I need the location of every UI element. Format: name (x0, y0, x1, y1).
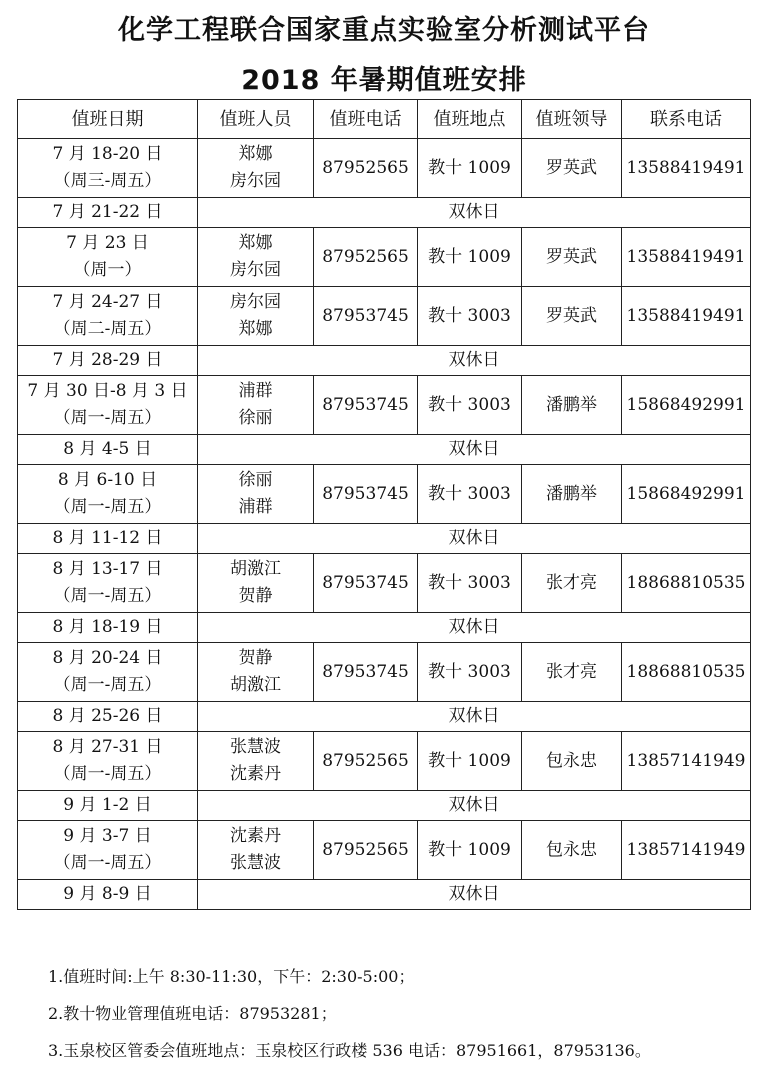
person-name: 贺静 (238, 648, 273, 668)
note-duty-hours: 1.值班时间:上午 8:30-11:30，下午：2:30-5:00； (48, 967, 415, 986)
contact-phone-cell: 18868810535 (622, 643, 751, 702)
person-name: 沈素丹 (230, 764, 281, 784)
persons-cell (198, 554, 314, 613)
table-row (18, 554, 751, 613)
date-cell (18, 702, 198, 732)
date-cell (18, 139, 198, 198)
weekday-text: （周二-周五） (53, 319, 162, 339)
rest-row (18, 435, 751, 465)
rest-row (18, 198, 751, 228)
rest-row (18, 346, 751, 376)
weekday-text: （周一-周五） (53, 586, 162, 606)
contact-phone-cell: 15868492991 (622, 465, 751, 524)
contact-phone-cell: 18868810535 (622, 554, 751, 613)
rest-label-cell: 双休日 (198, 791, 751, 821)
date-cell (18, 524, 198, 554)
person-name: 浦群 (238, 381, 273, 401)
date-text: 8 月 11-12 日 (52, 528, 163, 548)
location-cell: 教十 3003 (418, 643, 522, 702)
rest-row (18, 880, 751, 910)
duty-phone-cell: 87953745 (314, 376, 418, 435)
person-name: 郑娜 (238, 144, 273, 164)
rest-label-cell: 双休日 (198, 198, 751, 228)
leader-cell: 潘鹏举 (522, 376, 622, 435)
rest-label-cell: 双休日 (198, 435, 751, 465)
person-name: 贺静 (238, 586, 273, 606)
table-row (18, 821, 751, 880)
date-cell (18, 376, 198, 435)
rest-row (18, 613, 751, 643)
date-text: 8 月 6-10 日 (57, 470, 158, 490)
person-name: 房尔园 (230, 171, 281, 191)
leader-cell: 罗英武 (522, 139, 622, 198)
location-cell: 教十 3003 (418, 554, 522, 613)
leader-cell: 罗英武 (522, 287, 622, 346)
header-contact-phone: 联系电话 (622, 100, 751, 139)
weekday-text: （周一-周五） (53, 853, 162, 873)
rest-label-cell: 双休日 (198, 880, 751, 910)
date-text: 9 月 3-7 日 (63, 826, 152, 846)
rest-row (18, 524, 751, 554)
date-cell (18, 643, 198, 702)
location-cell: 教十 1009 (418, 732, 522, 791)
header-date: 值班日期 (18, 100, 198, 139)
date-cell (18, 880, 198, 910)
duty-phone-cell: 87952565 (314, 732, 418, 791)
persons-cell (198, 228, 314, 287)
header-row (18, 100, 751, 139)
table-row (18, 643, 751, 702)
location-cell: 教十 3003 (418, 465, 522, 524)
rest-label-cell: 双休日 (198, 346, 751, 376)
weekday-text: （周一-周五） (53, 764, 162, 784)
rest-label-cell: 双休日 (198, 702, 751, 732)
table-row (18, 228, 751, 287)
header-leader: 值班领导 (522, 100, 622, 139)
date-text: 8 月 4-5 日 (63, 439, 152, 459)
duty-phone-cell: 87952565 (314, 821, 418, 880)
document-subtitle: 2018 年暑期值班安排 (241, 65, 527, 96)
date-text: 7 月 18-20 日 (52, 144, 163, 164)
date-cell (18, 465, 198, 524)
date-text: 7 月 24-27 日 (52, 292, 163, 312)
location-cell: 教十 1009 (418, 228, 522, 287)
duty-phone-cell: 87953745 (314, 465, 418, 524)
date-text: 8 月 20-24 日 (52, 648, 163, 668)
person-name: 胡激江 (230, 675, 281, 695)
leader-cell: 包永忠 (522, 821, 622, 880)
rest-label-cell: 双休日 (198, 613, 751, 643)
date-cell (18, 821, 198, 880)
header-location: 值班地点 (418, 100, 522, 139)
location-cell: 教十 1009 (418, 139, 522, 198)
date-cell (18, 198, 198, 228)
leader-cell: 罗英武 (522, 228, 622, 287)
person-name: 张慧波 (230, 853, 281, 873)
date-text: 8 月 13-17 日 (52, 559, 163, 579)
leader-cell: 张才亮 (522, 554, 622, 613)
table-body (18, 139, 751, 910)
date-cell (18, 732, 198, 791)
leader-cell: 包永忠 (522, 732, 622, 791)
duty-phone-cell: 87952565 (314, 139, 418, 198)
table-row (18, 376, 751, 435)
weekday-text: （周一-周五） (53, 408, 162, 428)
person-name: 房尔园 (230, 260, 281, 280)
leader-cell: 潘鹏举 (522, 465, 622, 524)
location-cell: 教十 3003 (418, 287, 522, 346)
duty-phone-cell: 87952565 (314, 228, 418, 287)
duty-phone-cell: 87953745 (314, 287, 418, 346)
duty-schedule-table (17, 99, 751, 910)
date-text: 8 月 18-19 日 (52, 617, 163, 637)
table-row (18, 732, 751, 791)
date-text: 8 月 27-31 日 (52, 737, 163, 757)
persons-cell (198, 465, 314, 524)
rest-label-cell: 双休日 (198, 524, 751, 554)
contact-phone-cell: 13588419491 (622, 287, 751, 346)
person-name: 沈素丹 (230, 826, 281, 846)
persons-cell (198, 732, 314, 791)
person-name: 郑娜 (238, 319, 273, 339)
note-yuquan-campus: 3.玉泉校区管委会值班地点：玉泉校区行政楼 536 电话：87951661，87953136。 (48, 1041, 651, 1060)
contact-phone-cell: 13588419491 (622, 139, 751, 198)
location-cell: 教十 3003 (418, 376, 522, 435)
date-text: 9 月 8-9 日 (63, 884, 152, 904)
person-name: 张慧波 (230, 737, 281, 757)
location-cell: 教十 1009 (418, 821, 522, 880)
date-text: 7 月 21-22 日 (52, 202, 163, 222)
leader-cell: 张才亮 (522, 643, 622, 702)
persons-cell (198, 643, 314, 702)
weekday-text: （周三-周五） (53, 171, 162, 191)
person-name: 郑娜 (238, 233, 273, 253)
date-text: 7 月 28-29 日 (52, 350, 163, 370)
person-name: 徐丽 (238, 408, 273, 428)
contact-phone-cell: 13588419491 (622, 228, 751, 287)
persons-cell (198, 287, 314, 346)
weekday-text: （周一） (73, 260, 142, 280)
table-row (18, 465, 751, 524)
person-name: 胡激江 (230, 559, 281, 579)
date-cell (18, 346, 198, 376)
person-name: 徐丽 (238, 470, 273, 490)
date-cell (18, 554, 198, 613)
contact-phone-cell: 13857141949 (622, 732, 751, 791)
contact-phone-cell: 13857141949 (622, 821, 751, 880)
notes (48, 958, 748, 1069)
table-row (18, 139, 751, 198)
date-text: 7 月 23 日 (66, 233, 149, 253)
duty-phone-cell: 87953745 (314, 554, 418, 613)
document-title: 化学工程联合国家重点实验室分析测试平台 (118, 15, 650, 46)
date-cell (18, 287, 198, 346)
weekday-text: （周一-周五） (53, 675, 162, 695)
note-property-phone: 2.教十物业管理值班电话：87953281； (48, 1004, 337, 1023)
persons-cell (198, 376, 314, 435)
person-name: 房尔园 (230, 292, 281, 312)
person-name: 浦群 (238, 497, 273, 517)
date-cell (18, 791, 198, 821)
date-text: 8 月 25-26 日 (52, 706, 163, 726)
duty-phone-cell: 87953745 (314, 643, 418, 702)
header-persons: 值班人员 (198, 100, 314, 139)
persons-cell (198, 139, 314, 198)
table-row (18, 287, 751, 346)
rest-row (18, 702, 751, 732)
date-cell (18, 228, 198, 287)
header-duty-phone: 值班电话 (314, 100, 418, 139)
weekday-text: （周一-周五） (53, 497, 162, 517)
date-cell (18, 435, 198, 465)
date-cell (18, 613, 198, 643)
contact-phone-cell: 15868492991 (622, 376, 751, 435)
persons-cell (198, 821, 314, 880)
date-text: 7 月 30 日-8 月 3 日 (27, 381, 188, 401)
rest-row (18, 791, 751, 821)
table-header (18, 100, 751, 139)
date-text: 9 月 1-2 日 (63, 795, 152, 815)
